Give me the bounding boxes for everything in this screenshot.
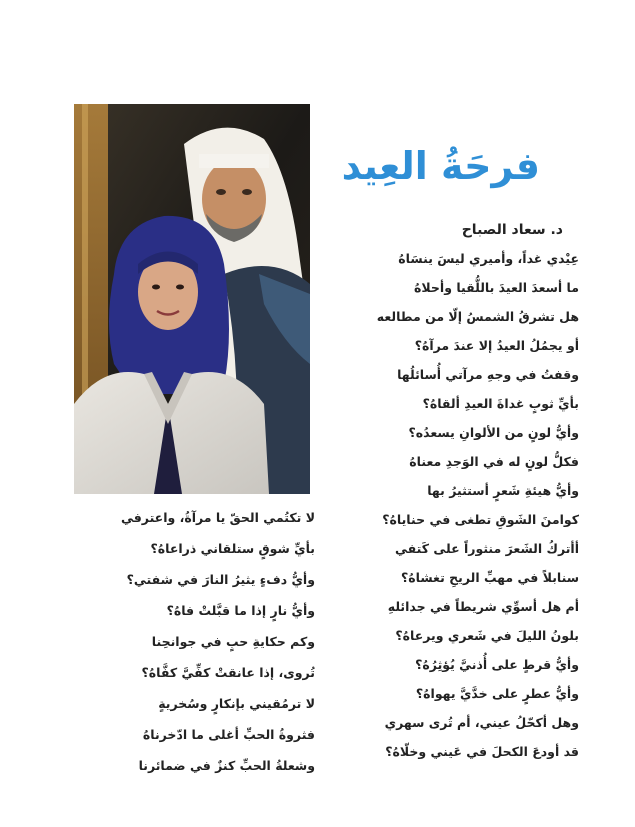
verse-line: وأيُّ عطرٍ على خدَّيَّ يهواهُ؟ [415,686,579,701]
portrait-illustration [74,104,310,494]
verse-line: وقفتُ في وجهِ مرآتي أُسائلُها [397,367,579,382]
verse-line: أو يجمُلُ العيدُ إلا عندَ مرآهُ؟ [414,338,579,353]
verse-line: وأيُّ نارٍ إذا ما قبَّلتْ فاهُ؟ [166,603,315,618]
verse-line: فثروةُ الحبِّ أغلى ما ادّخرناهُ [142,727,315,742]
verse-line: لا ترمُقيني بإنكارٍ وسُخريةٍ [158,696,315,711]
verse-line: كوامنَ الشَوقِ تطغى في حناياهُ؟ [382,512,579,527]
verse-line: عِيْدي غداً، وأميري ليسَ ينسَاهُ [398,251,579,266]
verse-line: تُروى، إذا عانقتْ كفِّيَّ كفَّاهُ؟ [141,665,315,680]
verse-line: بأيِّ ثوبٍ غداةَ العيدِ ألقاهُ؟ [422,396,579,411]
verse-line: وأيُّ دفءٍ يثيرُ النارَ في شفتي؟ [126,572,315,587]
verse-line: سنابلاً في مهبِّ الريحِ تغشاهُ؟ [401,570,579,585]
verse-line: بلونُ الليلَ في شَعري ويرعاهُ؟ [395,628,579,643]
verse-line: هل تشرقُ الشمسُ إلّا من مطالعه [376,309,579,324]
verse-line: بأيِّ شوقٍ ستلقاني ذراعاهُ؟ [150,541,315,556]
verse-line: وهل أكحّلُ عيني، أم تُرى سهري [384,715,579,730]
verse-line: وشعلةُ الحبِّ كنزٌ في ضمائرنا [138,758,315,773]
verse-line: لا تكتُمي الحقّ يا مرآةُ، واعترفي [120,510,315,525]
author-name: د. سعاد الصباح [461,222,563,238]
poem-title: فرحَةُ العِيد [341,144,540,188]
verse-line: ما أسعدَ العيدَ باللُّقيا وأحلاهُ [414,280,579,295]
verse-line: وأيُّ قرطٍ على أُذنيَّ يُؤثِرُهُ؟ [415,657,579,672]
verse-line: وأيُّ هيئةِ شَعرٍ أستثيرُ بها [427,483,579,498]
verse-line: قد أودعَ الكحلَ في عَيني وخلّاهُ؟ [385,744,579,759]
portrait-photo [74,104,310,494]
verse-line: وكم حكايةِ حبٍ في جوانحِنا [151,634,315,649]
verse-line: أأتركُ الشَعرَ منثوراً على كَتفي [395,541,579,556]
verse-line: أم هل أسوِّي شريطاً في جدائلهِ [387,599,579,614]
verse-line: فكلُّ لونٍ له في الوَجدِ معناهُ [409,454,579,469]
verse-line: وأيُّ لونٍ من الألوانِ يسعدُه؟ [408,425,579,440]
